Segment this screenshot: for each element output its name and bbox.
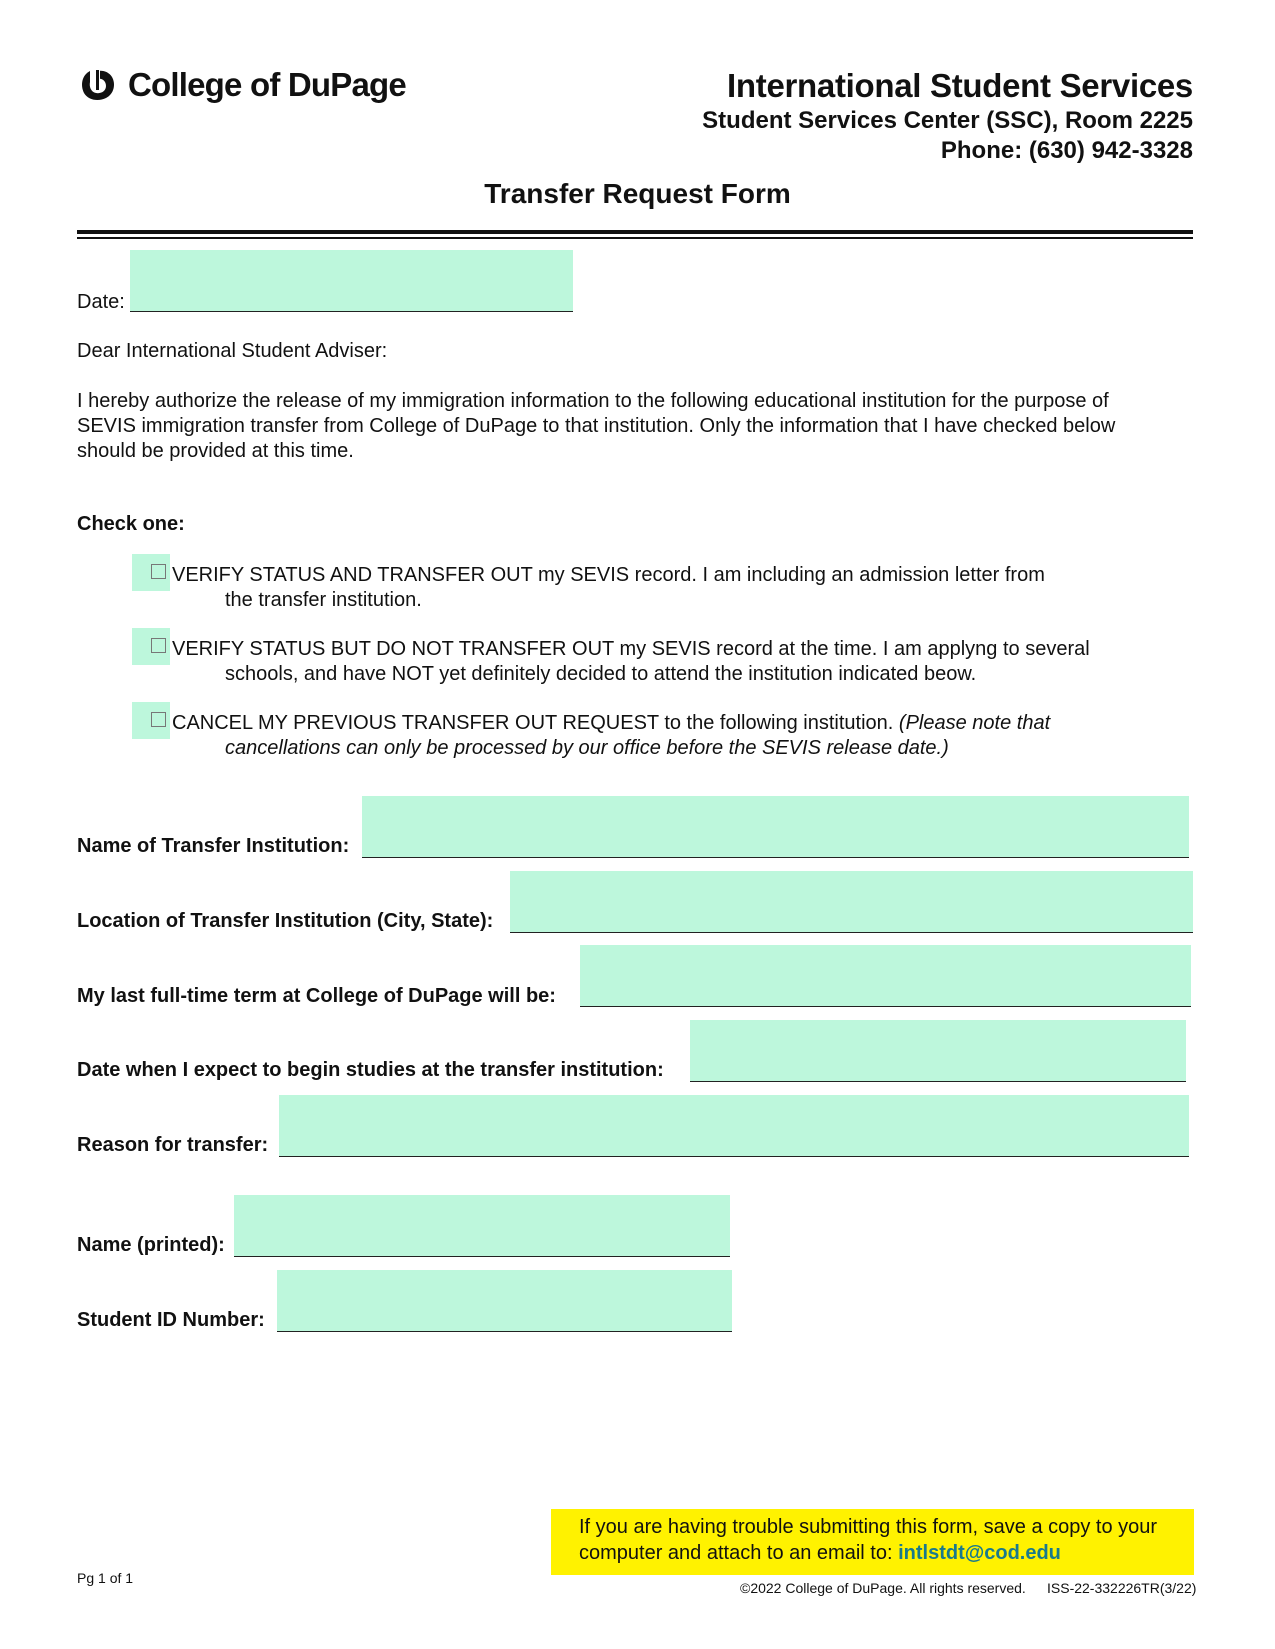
authorization-line: should be provided at this time. [77, 440, 354, 462]
department-title: International Student Services [727, 67, 1193, 104]
last-term-label: My last full-time term at College of DuPage will be: [77, 985, 556, 1007]
checkbox-square [151, 564, 166, 579]
institution-name-input[interactable] [362, 796, 1189, 858]
option-note-continued: cancellations can only be processed by our office before the SEVIS release date.) [225, 737, 949, 759]
institution-name-label: Name of Transfer Institution: [77, 835, 350, 857]
salutation: Dear International Student Adviser: [77, 340, 388, 362]
header-contact [702, 66, 1193, 166]
form-code: ISS-22-332226TR(3/22) [1047, 1580, 1197, 1596]
reason-label: Reason for transfer: [77, 1134, 269, 1156]
college-logo-mark-icon [78, 67, 118, 103]
name-printed-label: Name (printed): [77, 1234, 225, 1256]
option-verify-no-transfer [172, 637, 1090, 687]
help-text-continued [579, 1540, 1194, 1566]
header-rule-thick [77, 230, 1193, 234]
last-term-input[interactable] [580, 945, 1191, 1007]
authorization-paragraph [77, 389, 1197, 464]
option-verify-transfer [172, 563, 1045, 613]
authorization-line: I hereby authorize the release of my immigration information to the following educational institution for the purpose of [77, 390, 1109, 412]
start-date-input[interactable] [690, 1020, 1186, 1082]
option-verify-transfer-checkbox[interactable] [132, 554, 170, 591]
office-phone: Phone: (630) 942-3328 [940, 137, 1193, 164]
option-verify-no-transfer-checkbox[interactable] [132, 628, 170, 665]
help-box [551, 1509, 1194, 1575]
header-rule-thin [77, 237, 1193, 239]
check-one-label: Check one: [77, 513, 185, 535]
institution-location-label: Location of Transfer Institution (City, State): [77, 910, 494, 932]
option-cancel-transfer-checkbox[interactable] [132, 702, 170, 739]
option-cancel-transfer [172, 711, 1050, 761]
start-date-label: Date when I expect to begin studies at the transfer institution: [77, 1059, 664, 1081]
help-text: If you are having trouble submitting this form, save a copy to your [579, 1516, 1158, 1538]
option-text-continued: schools, and have NOT yet definitely decided to attend the institution indicated beow. [225, 663, 977, 685]
date-label: Date: [77, 291, 125, 313]
option-text-main: CANCEL MY PREVIOUS TRANSFER OUT REQUEST to the following institution. [172, 712, 894, 734]
help-text-email-prefix: computer and attach to an email to: [579, 1542, 893, 1564]
college-name: College of DuPage [128, 66, 406, 103]
office-location: Student Services Center (SSC), Room 2225 [702, 107, 1193, 134]
student-id-input[interactable] [277, 1270, 732, 1332]
authorization-line: SEVIS immigration transfer from College of DuPage to that institution. Only the information that I have checked below [77, 415, 1116, 437]
form-title: Transfer Request Form [484, 178, 791, 209]
page-number: Pg 1 of 1 [77, 1570, 134, 1586]
college-logo [78, 66, 406, 104]
checkbox-square [151, 638, 166, 653]
option-text: VERIFY STATUS BUT DO NOT TRANSFER OUT my SEVIS record at the time. I am applyng to several [172, 638, 1090, 660]
option-text-continued: the transfer institution. [225, 589, 422, 611]
option-note: (Please note that [898, 712, 1051, 734]
student-id-label: Student ID Number: [77, 1309, 265, 1331]
name-printed-input[interactable] [234, 1195, 730, 1257]
option-text: VERIFY STATUS AND TRANSFER OUT my SEVIS record. I am including an admission letter from [172, 564, 1045, 586]
date-input[interactable] [130, 250, 573, 312]
reason-input[interactable] [279, 1095, 1189, 1157]
option-text [172, 711, 1050, 736]
institution-location-input[interactable] [510, 871, 1193, 933]
copyright: ©2022 College of DuPage. All rights reserved. [740, 1580, 1026, 1596]
help-email-link[interactable]: intlstdt@cod.edu [898, 1542, 1061, 1564]
checkbox-square [151, 712, 166, 727]
